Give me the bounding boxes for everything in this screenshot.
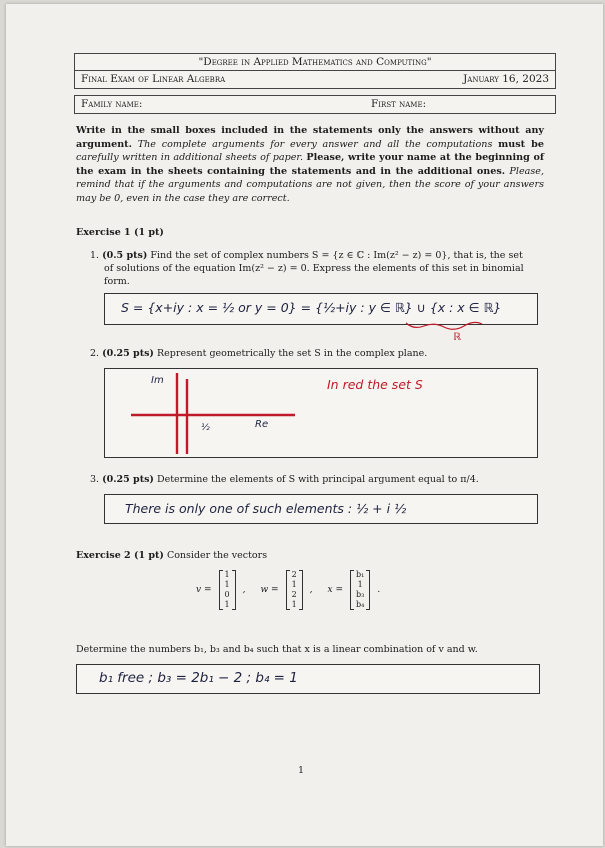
vectors-row: v = 1 1 0 1 , w = 2 1 2 1 , x = b₁ 1 b₃ b₄ . <box>196 570 381 609</box>
degree-title: "Degree in Applied Mathematics and Computing" <box>198 56 432 68</box>
exercise1-q2 <box>90 347 550 360</box>
family-name-label: Family name: <box>81 98 143 110</box>
q2-answer: In red the set S <box>327 377 423 392</box>
v-entry-4: 1 <box>224 600 230 609</box>
w-entry-1: 2 <box>291 570 297 579</box>
instructions-italic-3: Please, remind that if the arguments and computations are not given, then the score of your answers may be 0, even in the case they are correct. <box>76 165 544 204</box>
w-vector <box>286 570 303 610</box>
q2-answer-box[interactable] <box>104 368 538 458</box>
x-entry-1: b₁ <box>356 570 365 579</box>
exercise1-title: Exercise 1 (1 pt) <box>76 227 164 238</box>
q1-answer-note: ℝ <box>453 332 461 343</box>
instructions-italic-1: The complete arguments for every answer and all the computations <box>137 138 493 150</box>
tick-half-label: ½ <box>201 423 210 433</box>
x-vector <box>350 570 370 610</box>
q2-text: Represent geometrically the set S in the complex plane. <box>156 348 428 359</box>
instructions-bold-1: Write in the small boxes included in the statements only the answers without any argument. <box>76 125 544 150</box>
q3-text: Determine the elements of S with principal argument equal to π/4. <box>156 474 479 485</box>
instructions-bold-3: Please, write your name at the beginning of the exam in the sheets containing the statements and in the additional ones. <box>76 152 544 177</box>
exercise2-question: Determine the numbers b₁, b₃ and b₄ such that x is a linear combination of v and w. <box>76 644 478 655</box>
instructions-italic-2: carefully written in additional sheets of paper. <box>76 152 304 163</box>
q1-line2: of solutions of the equation Im(z² − z) = 0. Express the elements of this set in binomial <box>104 263 524 274</box>
exercise2-heading <box>76 549 267 562</box>
w-entry-4: 1 <box>291 600 297 609</box>
v-vector <box>219 570 236 610</box>
x-entry-3: b₃ <box>356 590 365 599</box>
exercise2-title: Exercise 2 (1 pt) <box>76 550 164 561</box>
exam-date: January 16, 2023 <box>463 73 549 85</box>
q3-answer: There is only one of such elements : ½ + i ½ <box>125 501 407 516</box>
axis-re-label: Re <box>255 419 269 430</box>
name-box <box>74 95 556 114</box>
exercise2-answer-box[interactable] <box>76 664 540 694</box>
page-number: 1 <box>298 765 305 776</box>
q2-points: (0.25 pts) <box>102 348 154 359</box>
v-entry-2: 1 <box>224 580 230 589</box>
v-entry-1: 1 <box>224 570 230 579</box>
q1-number: 1. <box>90 250 100 261</box>
x-entry-4: b₄ <box>356 600 365 609</box>
exam-title: Final Exam of Linear Algebra <box>81 73 226 85</box>
q3-number: 3. <box>90 474 100 485</box>
q1-answer: S = {x+iy : x = ½ or y = 0} = {½+iy : y ∈ ℝ} ∪ {x : x ∈ ℝ} <box>121 300 502 315</box>
q1-line3: form. <box>104 276 130 287</box>
complex-plane-sketch <box>105 369 537 457</box>
w-entry-3: 2 <box>291 590 297 599</box>
q3-answer-box[interactable] <box>104 494 538 524</box>
exam-title-box <box>74 70 556 89</box>
exercise1-q3 <box>90 473 550 486</box>
w-entry-2: 1 <box>291 580 297 589</box>
exercise1-q1 <box>90 249 550 262</box>
q3-points: (0.25 pts) <box>102 474 154 485</box>
v-label: v = <box>196 585 212 595</box>
w-label: w = <box>260 585 279 595</box>
exam-sheet <box>6 4 603 846</box>
v-entry-3: 0 <box>224 590 230 599</box>
brace-mark <box>406 322 482 329</box>
q1-line1: Find the set of complex numbers S = {z ∈ ℂ : Im(z² − z) = 0}, that is, the set <box>150 250 523 261</box>
instructions <box>76 124 544 205</box>
exercise2-intro: Consider the vectors <box>166 550 268 561</box>
axis-im-label: Im <box>151 375 164 386</box>
instructions-bold-2: must be <box>498 138 544 150</box>
q1-points: (0.5 pts) <box>102 250 148 261</box>
x-label: x = <box>327 585 344 595</box>
x-entry-2: 1 <box>357 580 363 589</box>
q2-number: 2. <box>90 348 100 359</box>
first-name-label: First name: <box>371 98 427 110</box>
q1-underline-brace <box>404 321 484 333</box>
exercise2-answer: b₁ free ; b₃ = 2b₁ − 2 ; b₄ = 1 <box>99 670 298 686</box>
